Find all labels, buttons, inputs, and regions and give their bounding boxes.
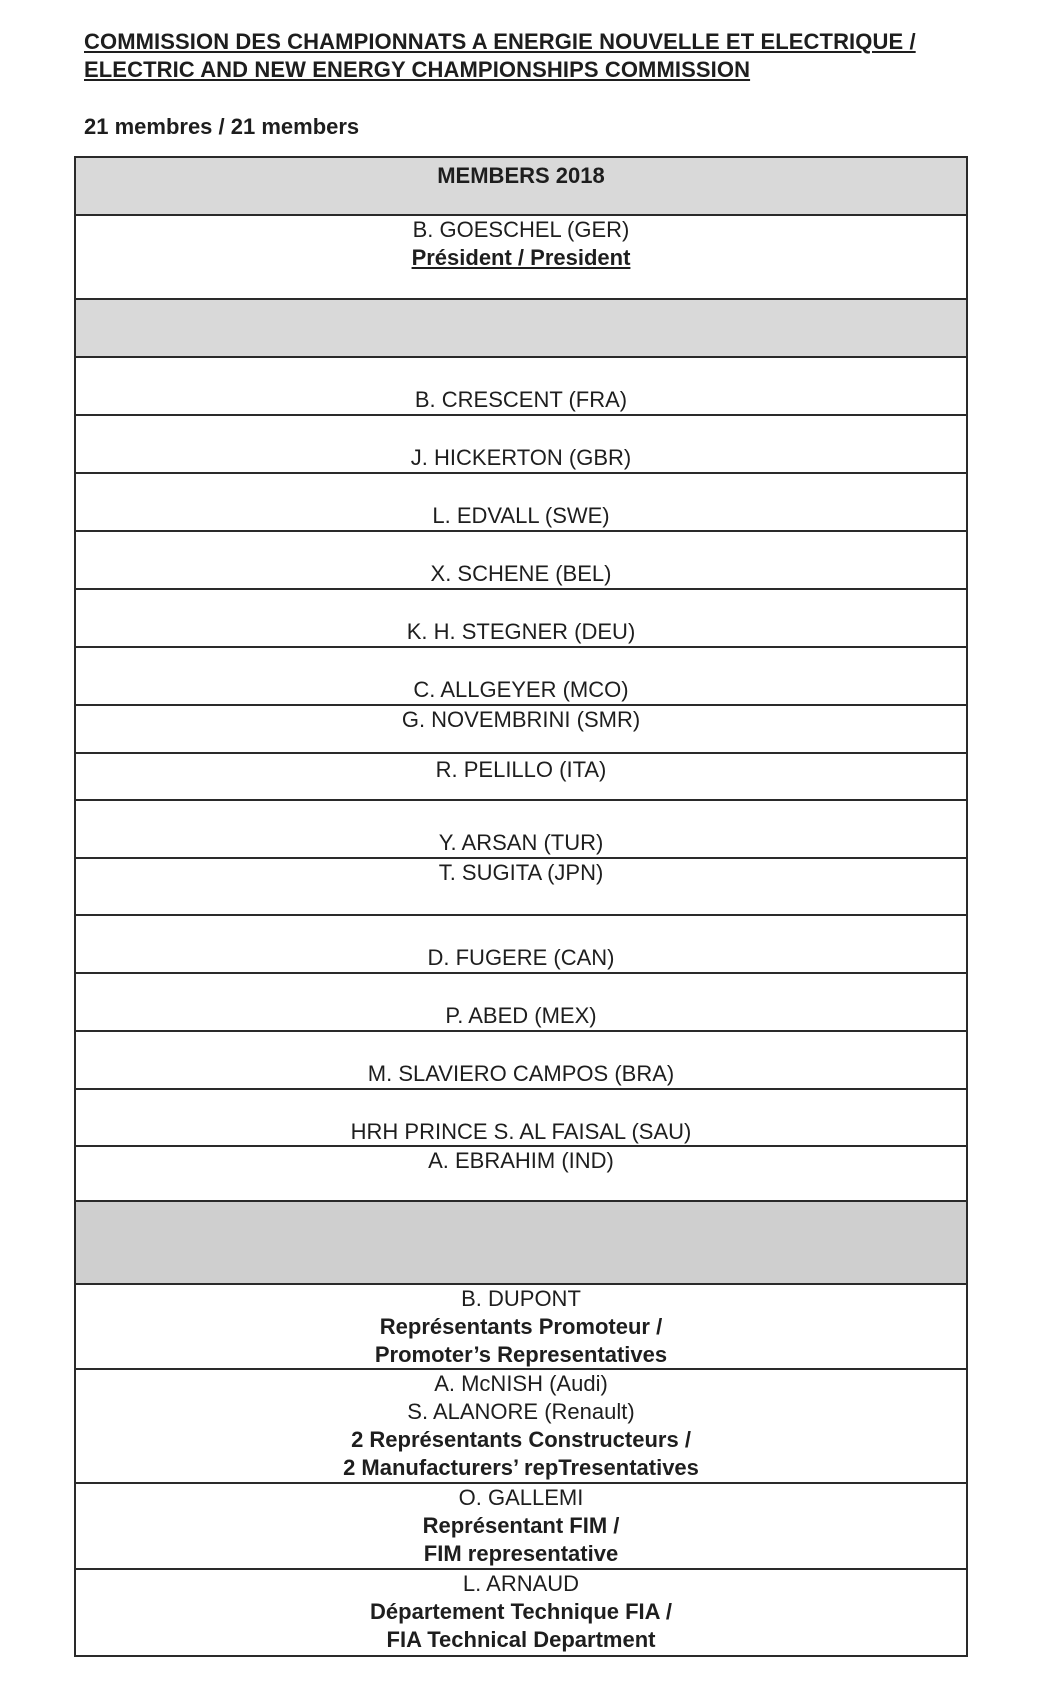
member-row (76, 974, 966, 1032)
manufacturer-name-renault: S. ALANORE (Renault) (407, 1399, 635, 1424)
fim-row (76, 1484, 966, 1570)
fia-technical-row (76, 1570, 966, 1655)
member-name: L. EDVALL (SWE) (432, 503, 610, 528)
promoter-row (76, 1285, 966, 1370)
member-row (76, 706, 966, 754)
president-name: B. GOESCHEL (GER) (412, 217, 630, 242)
fia-technical-role-fr: Département Technique FIA / (370, 1599, 672, 1624)
manufacturers-role-en: 2 Manufacturers’ repTresentatives (343, 1455, 699, 1480)
member-row (76, 648, 966, 706)
heading-line-english: ELECTRIC AND NEW ENERGY CHAMPIONSHIPS COMMISSION (84, 57, 751, 82)
separator-row-dark (76, 1202, 966, 1285)
member-name: B. CRESCENT (FRA) (414, 387, 628, 412)
member-row (76, 1147, 966, 1202)
table-header-label: MEMBERS 2018 (437, 163, 605, 188)
member-name: Y. ARSAN (TUR) (438, 830, 604, 855)
member-row (76, 754, 966, 801)
member-name: P. ABED (MEX) (445, 1003, 597, 1028)
fim-role-en: FIM representative (423, 1541, 619, 1566)
member-name: C. ALLGEYER (MCO) (413, 677, 629, 702)
member-row (76, 532, 966, 590)
member-name: D. FUGERE (CAN) (427, 945, 615, 970)
president-row (76, 216, 966, 300)
member-name: X. SCHENE (BEL) (430, 561, 612, 586)
member-row (76, 590, 966, 648)
promoter-name: B. DUPONT (461, 1286, 581, 1311)
member-row (76, 859, 966, 916)
document-heading (84, 28, 916, 84)
member-name: K. H. STEGNER (DEU) (406, 619, 636, 644)
member-row (76, 801, 966, 859)
fim-role-fr: Représentant FIM / (422, 1513, 620, 1538)
manufacturers-role-fr: 2 Représentants Constructeurs / (351, 1427, 691, 1452)
manufacturers-row (76, 1370, 966, 1484)
member-name: M. SLAVIERO CAMPOS (BRA) (367, 1061, 675, 1086)
member-name: R. PELILLO (ITA) (435, 757, 607, 782)
member-row (76, 474, 966, 532)
promoter-role-fr: Représentants Promoteur / (379, 1314, 663, 1339)
fim-name: O. GALLEMI (458, 1485, 584, 1510)
fia-technical-name: L. ARNAUD (462, 1571, 580, 1596)
president-role: Président / President (411, 245, 631, 270)
member-count: 21 membres / 21 members (84, 114, 360, 139)
fia-technical-role-en: FIA Technical Department (386, 1627, 656, 1652)
heading-line-french: COMMISSION DES CHAMPIONNATS A ENERGIE NOUVELLE ET ELECTRIQUE / (84, 29, 916, 54)
separator-row (76, 300, 966, 358)
member-row (76, 358, 966, 416)
member-name: G. NOVEMBRINI (SMR) (401, 707, 641, 732)
member-row (76, 916, 966, 974)
manufacturer-name-audi: A. McNISH (Audi) (434, 1371, 608, 1396)
member-row (76, 416, 966, 474)
promoter-role-en: Promoter’s Representatives (374, 1342, 668, 1367)
member-name: J. HICKERTON (GBR) (410, 445, 632, 470)
member-row (76, 1032, 966, 1090)
member-row (76, 1090, 966, 1147)
member-name: A. EBRAHIM (IND) (428, 1148, 614, 1173)
member-name: HRH PRINCE S. AL FAISAL (SAU) (350, 1119, 692, 1144)
member-name: T. SUGITA (JPN) (438, 860, 604, 885)
table-header (76, 158, 966, 216)
members-table (74, 156, 968, 1657)
